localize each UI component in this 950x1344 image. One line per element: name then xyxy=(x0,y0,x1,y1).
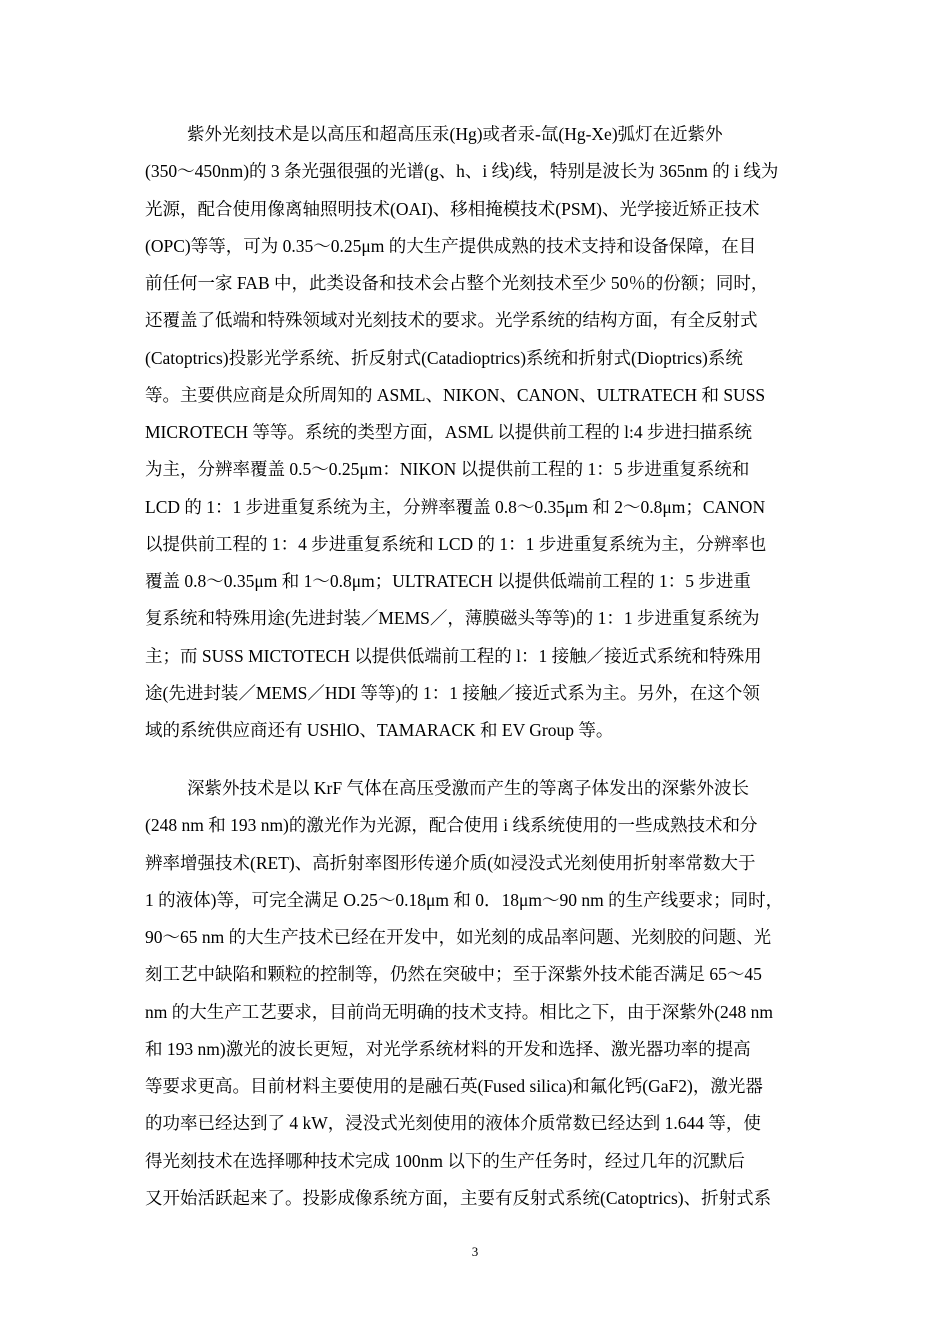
text-line: 光源，配合使用像离轴照明技术(OAI)、移相掩模技术(PSM)、光学接近矫正技术 xyxy=(145,198,760,219)
text-line: 紫外光刻技术是以高压和超高压汞(Hg)或者汞-氙(Hg-Xe)弧灯在近紫外 xyxy=(187,124,723,144)
text-line: (OPC)等等，可为 0.35～0.25μm 的大生产提供成熟的技术支持和设备保障，在目 xyxy=(145,235,757,256)
text-line: 以提供前工程的 1：4 步进重复系统和 LCD 的 1：1 步进重复系统为主，分辨率也 xyxy=(145,533,767,554)
text-line: 为主，分辨率覆盖 0.5～0.25μm：NIKON 以提供前工程的 1：5 步进重复系统和 xyxy=(145,459,750,480)
text-line: 途(先进封装／MEMS／HDI 等等)的 1：1 接触／接近式系为主。另外，在这个领 xyxy=(145,682,760,703)
paragraph-uv-lithography xyxy=(145,116,811,749)
text-line: nm 的大生产工艺要求，目前尚无明确的技术支持。相比之下，由于深紫外(248 nm xyxy=(145,1001,774,1022)
text-line: 1 的液体)等，可完全满足 O.25～0.18μm 和 0．18μm～90 nm 的生产线要求；同时， xyxy=(145,889,784,910)
text-line: 主；而 SUSS MICTOTECH 以提供低端前工程的 l：1 接触／接近式系统和特殊用 xyxy=(145,645,762,666)
text-line: 的功率已经达到了 4 kW，浸没式光刻使用的液体介质常数已经达到 1.644 等，使 xyxy=(145,1113,761,1134)
text-line: 刻工艺中缺陷和颗粒的控制等，仍然在突破中；至于深紫外技术能否满足 65～45 xyxy=(145,964,762,985)
paragraph-duv-lithography xyxy=(145,770,811,1217)
text-line: 又开始活跃起来了。投影成像系统方面，主要有反射式系统(Catoptrics)、折射式系 xyxy=(145,1187,772,1208)
text-line: 域的系统供应商还有 USHlO、TAMARACK 和 EV Group 等。 xyxy=(145,720,614,740)
text-line: 90～65 nm 的大生产技术已经在开发中，如光刻的成品率问题、光刻胶的问题、光 xyxy=(145,927,772,947)
text-line: (Catoptrics)投影光学系统、折反射式(Catadioptrics)系统和折射式(Dioptrics)系统 xyxy=(145,347,743,368)
page-number: 3 xyxy=(471,1244,479,1259)
text-line: 等。主要供应商是众所周知的 ASML、NIKON、CANON、ULTRATECH 和 SUSS xyxy=(145,384,766,405)
text-line: 还覆盖了低端和特殊领域对光刻技术的要求。光学系统的结构方面，有全反射式 xyxy=(145,310,758,331)
text-line: (248 nm 和 193 nm)的激光作为光源，配合使用 i 线系统使用的一些成熟技术和分 xyxy=(145,815,758,836)
text-line: MICROTECH 等等。系统的类型方面，ASML 以提供前工程的 l:4 步进扫描系统 xyxy=(145,422,753,442)
text-line: 和 193 nm)激光的波长更短，对光学系统材料的开发和选择、激光器功率的提高 xyxy=(145,1038,751,1059)
text-line: 复系统和特殊用途(先进封装／MEMS／，薄膜磁头等等)的 1：1 步进重复系统为 xyxy=(145,608,760,629)
text-line: LCD 的 1：1 步进重复系统为主，分辨率覆盖 0.8～0.35μm 和 2～0.8μm；CANON xyxy=(145,496,766,517)
text-line: 深紫外技术是以 KrF 气体在高压受激而产生的等离子体发出的深紫外波长 xyxy=(187,778,749,798)
text-line: 前任何一家 FAB 中，此类设备和技术会占整个光刻技术至少 50％的份额；同时， xyxy=(145,273,769,293)
text-line: 等要求更高。目前材料主要使用的是融石英(Fused silica)和氟化钙(GaF2)，激光器 xyxy=(145,1076,763,1096)
text-line: 覆盖 0.8～0.35μm 和 1～0.8μm；ULTRATECH 以提供低端前工程的 1：5 步进重 xyxy=(145,571,751,591)
text-line: (350～450nm)的 3 条光强很强的光谱(g、h、i 线)线，特别是波长为 365nm 的 i 线为 xyxy=(145,161,779,182)
text-line: 辨率增强技术(RET)、高折射率图形传递介质(如浸没式光刻使用折射率常数大于 xyxy=(145,852,756,873)
text-line: 得光刻技术在选择哪种技术完成 100nm 以下的生产任务时，经过几年的沉默后 xyxy=(145,1150,745,1171)
